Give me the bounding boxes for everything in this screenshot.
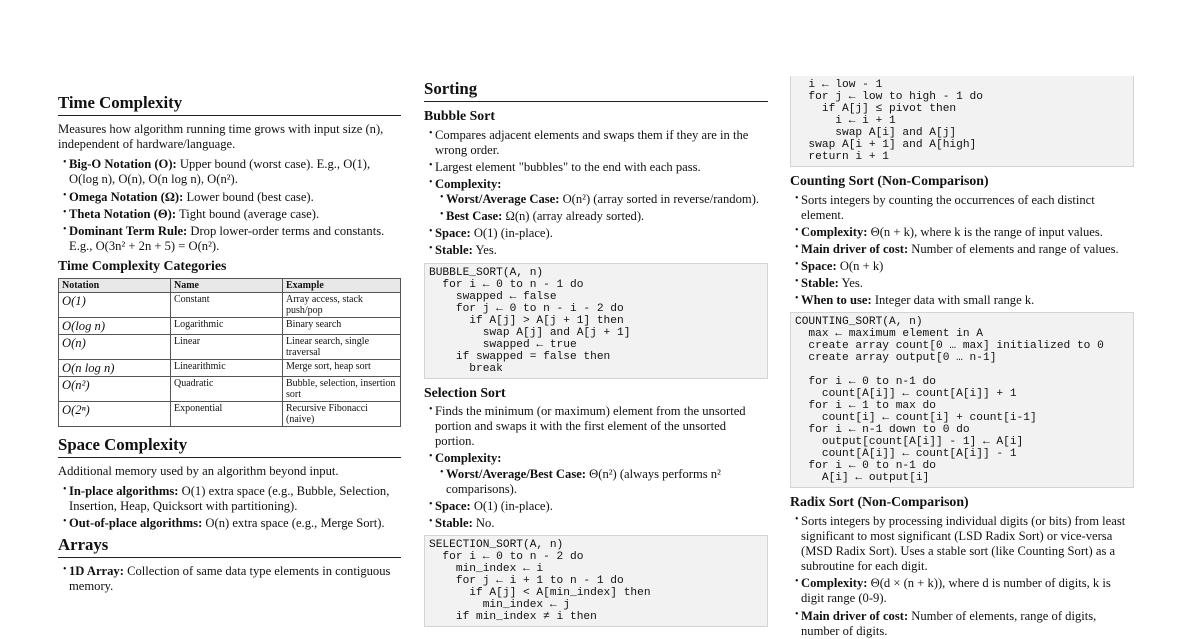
list-item: • Space: O(1) (in-place). (435, 499, 768, 514)
list-item: • Largest element "bubbles" to the end with each pass. (435, 160, 768, 175)
counting-sort-heading: Counting Sort (Non-Comparison) (790, 173, 989, 188)
list-item: • Stable: Yes. (801, 276, 1134, 291)
list-item: • Sorts integers by processing individual digits (or bits) from least significant to most significant (LSD Radix Sort) or vice-versa (MSD Radix Sort). Uses a stable sort (like Counting Sort) as a subroutine for each digit. (801, 514, 1134, 574)
list-item: • Big-O Notation (O): Upper bound (worst case). E.g., O(1), O(log n), O(n), O(n log n), O(n²). (69, 157, 401, 187)
bubble-sort-list (424, 128, 768, 259)
time-complexity-list (58, 157, 401, 254)
table-row: O(2ⁿ) Exponential Recursive Fibonacci (naive) (59, 401, 401, 426)
list-item: • Omega Notation (Ω): Lower bound (best case). (69, 190, 401, 205)
list-item: • Stable: No. (435, 516, 768, 531)
table-header: Example (283, 278, 401, 292)
selection-sort-list (424, 404, 768, 531)
space-complexity-intro: Additional memory used by an algorithm beyond input. (58, 463, 339, 478)
list-item: • Complexity: • Worst/Average Case: O(n²) (array sorted in reverse/random). • Best Case: Ω(n) (array already sorted). (435, 177, 768, 224)
list-item: • Sorts integers by counting the occurrences of each distinct element. (801, 193, 1134, 223)
list-item: • Best Case: Ω(n) (array already sorted). (446, 209, 768, 224)
list-item: • When to use: Integer data with small range k. (801, 293, 1134, 308)
quicksort-partition-code: i ← low - 1 for j ← low to high - 1 do if A[j] ≤ pivot then i ← i + 1 swap A[i] and A[j] swap A[i + 1] and A[high] return i + 1 (790, 76, 1134, 167)
list-item: • Dominant Term Rule: Drop lower-order terms and constants. E.g., O(3n² + 2n + 5) = O(n²). (69, 224, 401, 254)
radix-sort-list (790, 514, 1134, 639)
table-header: Name (171, 278, 283, 292)
selection-sort-code: SELECTION_SORT(A, n) for i ← 0 to n - 2 do min_index ← i for j ← i + 1 to n - 1 do if A[j] < A[min_index] then min_index ← j if min_index ≠ i then (424, 535, 768, 627)
list-item: • Worst/Average Case: O(n²) (array sorted in reverse/random). (446, 192, 768, 207)
table-row: O(n log n) Linearithmic Merge sort, heap sort (59, 359, 401, 376)
categories-heading: Time Complexity Categories (58, 258, 227, 274)
list-item: • Worst/Average/Best Case: Θ(n²) (always performs n² comparisons). (446, 467, 768, 497)
table-header: Notation (59, 278, 171, 292)
column-3 (790, 0, 1134, 638)
bubble-sort-code: BUBBLE_SORT(A, n) for i ← 0 to n - 1 do swapped ← false for j ← 0 to n - i - 2 do if A[j] > A[j + 1] then swap A[j] and A[j + 1] swapped ← true if swapped = false then break (424, 263, 768, 379)
list-item: • Complexity: • Worst/Average/Best Case: Θ(n²) (always performs n² comparisons). (435, 451, 768, 496)
list-item: • Out-of-place algorithms: O(n) extra space (e.g., Merge Sort). (69, 516, 401, 531)
space-complexity-list (58, 484, 401, 531)
table-row: O(log n) Logarithmic Binary search (59, 317, 401, 334)
list-item: • Main driver of cost: Number of elements, range of digits, number of digits. (801, 609, 1134, 639)
radix-sort-heading: Radix Sort (Non-Comparison) (790, 494, 969, 510)
list-item: • Complexity: Θ(d × (n + k)), where d is number of digits, k is digit range (0-9). (801, 576, 1134, 606)
list-item: • Main driver of cost: Number of elements and range of values. (801, 242, 1134, 257)
list-item: • Complexity: Θ(n + k), where k is the range of input values. (801, 225, 1134, 240)
time-complexity-intro: Measures how algorithm running time grows with input size (n), independent of hardware/language. (58, 122, 384, 152)
counting-sort-code: COUNTING_SORT(A, n) max ← maximum element in A create array count[0 … max] initialized to 0 create array output[0 … n-1] for i ← 0 to n-1 do count[A[i]] ← count[A[i]] + 1 for i ← 1 to max do count[i] ← count[i] + count[i-1] for i ← n-1 down to 0 do output[count[A[i]] - 1] ← A[i] count[A[i]] ← count[A[i]] - 1 for i ← 0 to n-1 do A[i] ← output[i] (790, 312, 1134, 488)
space-complexity-heading: Space Complexity (58, 435, 401, 458)
counting-sort-list (790, 193, 1134, 309)
table-row: O(1) Constant Array access, stack push/pop (59, 292, 401, 317)
time-complexity-heading: Time Complexity (58, 93, 401, 116)
arrays-list (58, 564, 401, 594)
table-row: O(n²) Quadratic Bubble, selection, insertion sort (59, 376, 401, 401)
list-item: • Compares adjacent elements and swaps them if they are in the wrong order. (435, 128, 768, 158)
sorting-heading: Sorting (424, 79, 768, 102)
column-2 (424, 0, 768, 626)
bubble-sort-heading: Bubble Sort (424, 108, 495, 124)
table-row: O(n) Linear Linear search, single traversal (59, 334, 401, 359)
list-item: • 1D Array: Collection of same data type elements in contiguous memory. (69, 564, 401, 594)
list-item: • Stable: Yes. (435, 243, 768, 258)
list-item: • Theta Notation (Θ): Tight bound (average case). (69, 207, 401, 222)
list-item: • Space: O(n + k) (801, 259, 1134, 274)
arrays-heading: Arrays (58, 535, 401, 558)
list-item: • Finds the minimum (or maximum) element from the unsorted portion and swaps it with the first element of the unsorted portion. (435, 404, 768, 449)
column-1 (58, 0, 401, 626)
categories-table (58, 278, 401, 427)
selection-sort-heading: Selection Sort (424, 384, 506, 400)
list-item: • Space: O(1) (in-place). (435, 226, 768, 241)
list-item: • In-place algorithms: O(1) extra space (e.g., Bubble, Selection, Insertion, Heap, Quicksort with partitioning). (69, 484, 401, 514)
